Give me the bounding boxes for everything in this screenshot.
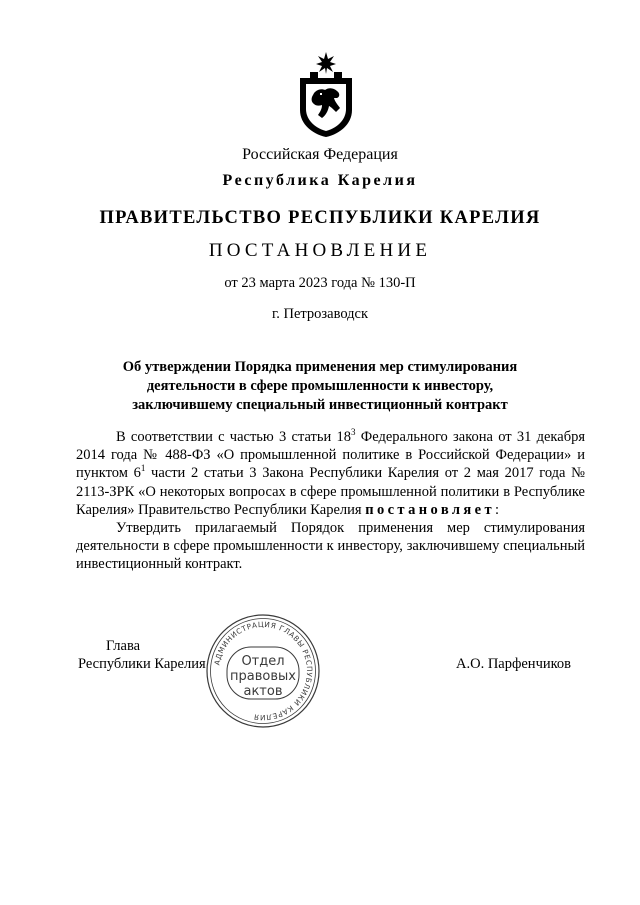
coat-of-arms-icon [296, 52, 356, 138]
paragraph-text: В соответствии с частью 3 статьи 18 [116, 429, 351, 445]
document-type: ПОСТАНОВЛЕНИЕ [208, 240, 432, 261]
stamp-center-line1: Отдел [241, 654, 285, 669]
date-and-number: от 23 марта 2023 года № 130-П [224, 275, 416, 291]
paragraph-1 [76, 428, 585, 519]
paragraph-text: части 2 статьи 3 Закона Республики Карелия от 2 мая 2017 года № 2113-ЗРК «О некоторых вопросах в сфере промышленной политики в Республике Карелия» Правительство Республики Карелия [76, 465, 586, 518]
republic-name: Республика Карелия [222, 172, 418, 189]
paragraph-text: Федерального закона от 31 декабря 2014 года № 488-ФЗ «О промышленной политике в Российской Федерации» и пунктом 6 [76, 429, 585, 482]
superscript: 3 [351, 427, 356, 437]
government-name: ПРАВИТЕЛЬСТВО РЕСПУБЛИКИ КАРЕЛИЯ [99, 208, 541, 228]
title-line: заключившему специальный инвестиционный контракт [132, 397, 508, 413]
signer-name: А.О. Парфенчиков [456, 656, 572, 672]
signer-position-line2: Республики Карелия [78, 656, 206, 672]
stamp-center-line2: правовых [230, 669, 296, 684]
stamp-center-line3: актов [243, 684, 283, 699]
document-title [100, 358, 540, 415]
superscript: 1 [140, 463, 146, 474]
paragraph-text: : [495, 501, 500, 518]
city: г. Петрозаводск [271, 306, 369, 322]
title-line: деятельности в сфере промышленности к инвестору, [146, 378, 494, 394]
stamp-ring-text: АДМИНИСТРАЦИЯ ГЛАВЫ РЕСПУБЛИКИ КАРЕЛИЯ [212, 619, 315, 723]
signer-position-line1: Глава [106, 638, 141, 654]
country-name: Российская Федерация [242, 146, 398, 163]
decree-word: постановляет [365, 501, 495, 518]
paragraph-2: Утвердить прилагаемый Порядок применения мер стимулирования деятельности в сфере промышленности к инвестору, заключившему специальный инвестиционный контракт. [76, 520, 585, 573]
title-line: Об утверждении Порядка применения мер стимулирования [122, 359, 518, 375]
official-stamp [205, 613, 321, 729]
document-body [76, 428, 585, 574]
